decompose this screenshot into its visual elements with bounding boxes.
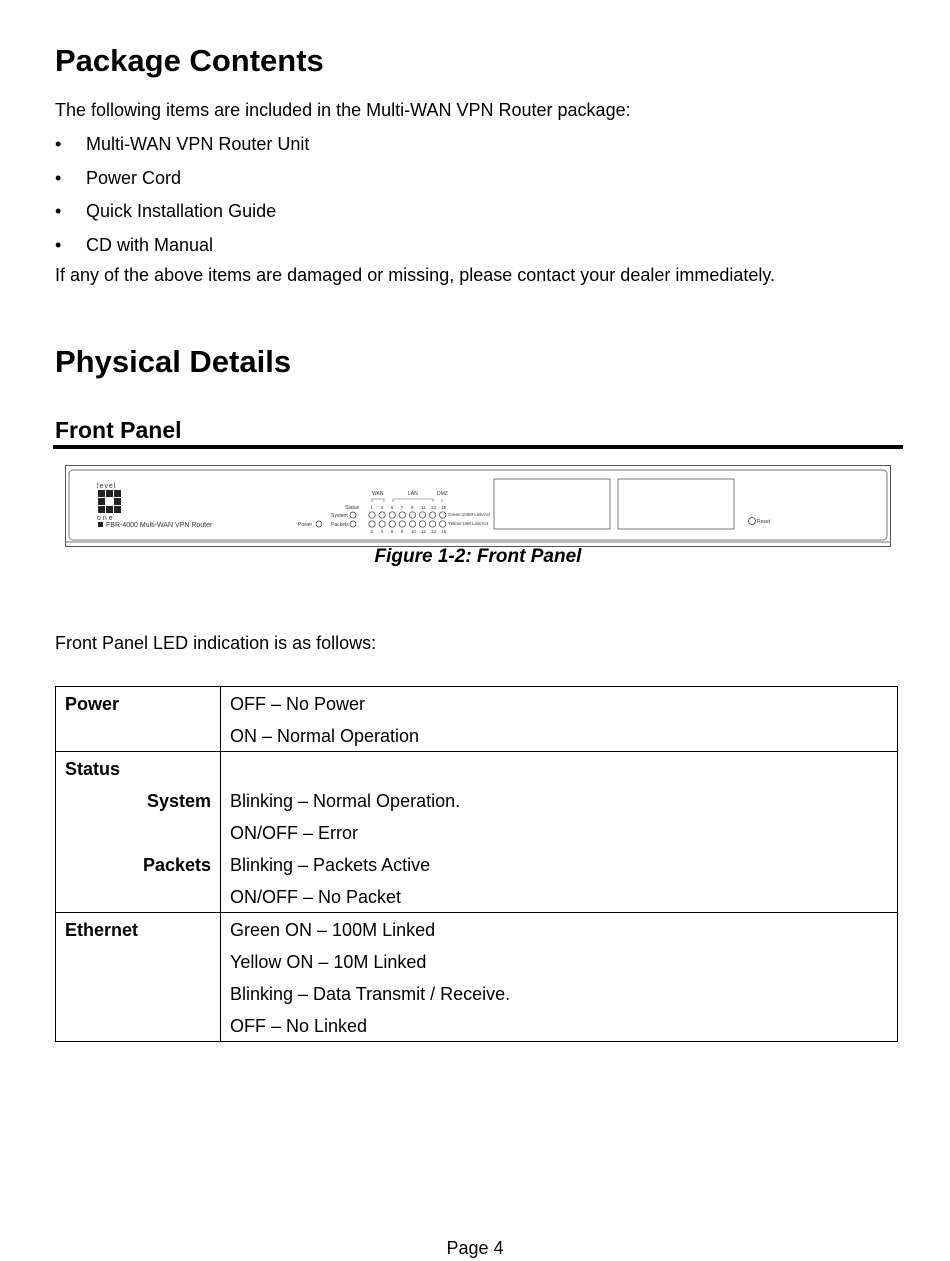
port-number: 9	[410, 505, 414, 510]
list-item: • Quick Installation Guide	[55, 198, 309, 232]
svg-text:one: one	[97, 515, 115, 522]
status-row-label: Status	[65, 759, 121, 779]
yellow-legend: Yellow:10M Link/Act	[448, 521, 489, 526]
model-label: FBR-4000 Multi-WAN VPN Router	[106, 522, 213, 529]
lan-label: LAN	[408, 491, 418, 497]
port-number: 13	[431, 505, 437, 510]
front-panel-figure	[65, 465, 891, 547]
port-number: 8	[400, 529, 404, 534]
system-sub-label: System	[146, 791, 211, 811]
port-number: 14	[431, 529, 437, 534]
table-row	[56, 752, 898, 913]
figure-caption: Figure 1-2: Front Panel	[374, 546, 582, 567]
port-number: 4	[380, 529, 384, 534]
reset-label: Reset	[757, 519, 771, 525]
expansion-slot-1	[494, 479, 610, 529]
front-panel-heading: Front Panel	[55, 417, 182, 443]
page-number: Page 4	[446, 1238, 504, 1258]
system-line: ON/OFF – Error	[230, 823, 359, 843]
power-line: ON – Normal Operation	[230, 726, 420, 746]
table-row	[56, 913, 898, 1042]
system-label: System	[331, 513, 348, 519]
port-number: 15	[441, 505, 447, 510]
port-number: 10	[410, 529, 416, 534]
package-note: If any of the above items are damaged or missing, please contact your dealer immediately.	[55, 265, 776, 285]
ethernet-line: Blinking – Data Transmit / Receive.	[230, 984, 511, 1004]
port-number: 2	[370, 529, 374, 534]
packets-sub-label: Packets	[142, 855, 211, 875]
physical-details-heading: Physical Details	[55, 344, 292, 379]
port-number: 12	[421, 529, 427, 534]
port-number: 7	[400, 505, 404, 510]
led-table	[55, 686, 898, 1042]
package-items-list	[55, 131, 309, 265]
power-line: OFF – No Power	[230, 694, 366, 714]
port-number: 1	[370, 505, 374, 510]
packets-line: Blinking – Packets Active	[230, 855, 431, 875]
list-item: • CD with Manual	[55, 232, 309, 266]
system-line: Blinking – Normal Operation.	[230, 791, 461, 811]
dmz-label: DMZ	[437, 491, 448, 497]
ethernet-line: Green ON – 100M Linked	[230, 920, 436, 940]
package-contents-heading: Package Contents	[55, 43, 324, 78]
power-cell	[56, 687, 221, 752]
packets-label: Packets	[331, 522, 349, 528]
ethernet-line: OFF – No Linked	[230, 1016, 368, 1036]
table-row	[56, 687, 898, 752]
list-item: • Power Cord	[55, 165, 309, 199]
power-row-label: Power	[65, 694, 120, 714]
ethernet-line: Yellow ON – 10M Linked	[230, 952, 427, 972]
port-number: 3	[380, 505, 384, 510]
spacer	[65, 880, 220, 912]
expansion-slot-2	[618, 479, 734, 529]
spacer	[65, 816, 220, 848]
port-number: 16	[441, 529, 447, 534]
svg-text:level: level	[97, 483, 117, 490]
status-desc-cell	[221, 752, 898, 913]
packets-line: ON/OFF – No Packet	[230, 887, 402, 907]
green-legend: Green:100M Link/Act	[448, 512, 491, 517]
package-intro: The following items are included in the Multi-WAN VPN Router package:	[55, 100, 631, 120]
spacer	[230, 752, 897, 784]
wan-label: WAN	[372, 491, 384, 497]
ethernet-row-label: Ethernet	[65, 920, 139, 940]
list-item: • Multi-WAN VPN Router Unit	[55, 131, 309, 165]
port-number: 11	[421, 505, 426, 510]
status-label: Status	[345, 505, 360, 511]
power-desc-cell	[221, 687, 898, 752]
heading-rule	[53, 445, 903, 449]
port-number: 5	[390, 505, 394, 510]
power-label: Power	[298, 522, 313, 528]
ethernet-cell	[56, 913, 221, 1042]
led-intro: Front Panel LED indication is as follows:	[55, 633, 377, 653]
status-cell	[56, 752, 221, 913]
port-number: 6	[390, 529, 394, 534]
ethernet-desc-cell	[221, 913, 898, 1042]
